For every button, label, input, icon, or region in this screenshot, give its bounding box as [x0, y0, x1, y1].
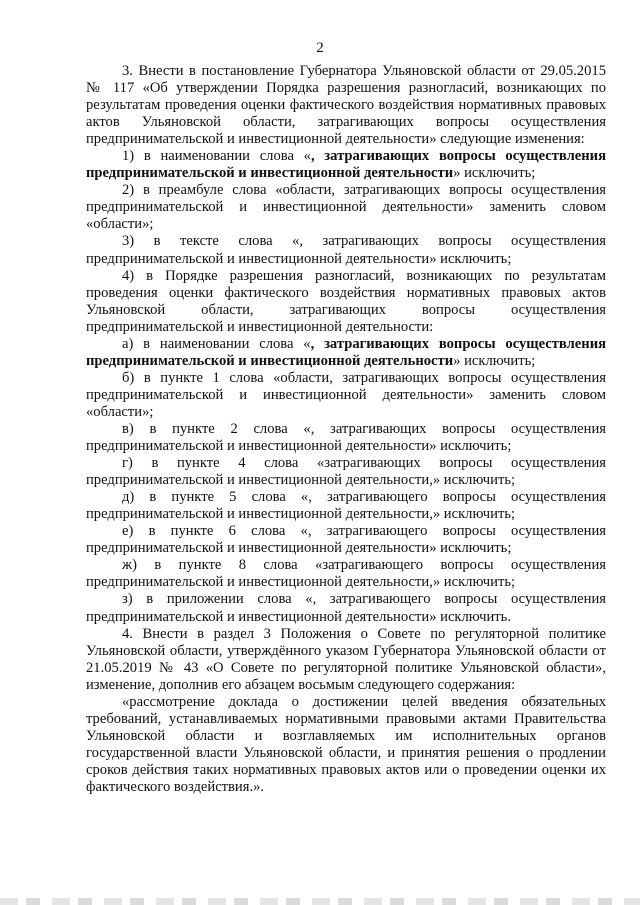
text-run: » исключить; — [453, 352, 536, 369]
text-run: д) в пункте 5 слова «, затрагивающего вопросы осуществления предпринимательской и инвестиционной деятельности,» исключить; — [86, 489, 606, 523]
paragraph-p3-4zh — [86, 557, 606, 591]
paragraph-p3-2 — [86, 182, 606, 233]
paragraph-p3-4b — [86, 370, 606, 421]
text-run: а) в наименовании слова « — [122, 335, 311, 352]
paragraph-p4-quote — [86, 694, 606, 796]
paragraph-p3-3 — [86, 233, 606, 267]
text-run: 2) в преамбуле слова «области, затрагивающих вопросы осуществления предпринимательской и инвестиционной деятельности» заменить словом «области»; — [86, 182, 606, 233]
text-run: в) в пункте 2 слова «, затрагивающих вопросы осуществления предпринимательской и инвестиционной деятельности» исключить; — [86, 420, 606, 455]
paragraph-p3 — [86, 63, 606, 148]
page-number: 2 — [316, 40, 324, 56]
paragraph-p3-4z — [86, 591, 606, 625]
text-run: «рассмотрение доклада о достижении целей введения обязательных требований, устанавливаемых нормативными правовыми актами Правительства Ульяновской области и возглавляемых им исполнительных органов государственной власти Ульяновской области, и принятия решения о продлении сроков действия таких нормативных правовых актов или о проведении оценки их фактического воздействия.». — [86, 693, 606, 795]
text-run: г) в пункте 4 слова «затрагивающих вопросы осуществления предпринимательской и инвестиционной деятельности,» исключить; — [86, 455, 606, 489]
text-run: 4. Внести в раздел 3 Положения о Совете по регуляторной политике Ульяновской области, утверждённого указом Губернатора Ульяновской области от 21.05.2019 № 43 «О Совете по регуляторной политике Ульяновской области», изменение, дополнив его абзацем восьмым следующего содержания: — [86, 625, 606, 693]
text-run: 3. Внести в постановление Губернатора Ульяновской области от 29.05.2015 № 117 «Об утверждении Порядка разрешения разногласий, возникающих по результатам проведения оценки фактического воздействия нормативных правовых актов Ульяновской области, затрагивающих вопросы осуществления предпринимательской и инвестиционной деятельности» следующие изменения: — [86, 63, 606, 148]
paragraph-p3-4d — [86, 489, 606, 523]
paragraph-p4 — [86, 626, 606, 694]
paragraph-p3-4 — [86, 268, 606, 336]
text-run: » исключить; — [453, 165, 536, 182]
paragraph-p3-1 — [86, 148, 606, 182]
bold-text-run: , затрагивающих вопросы осуществления предпринимательской и инвестиционной деятельности — [86, 148, 606, 182]
paragraph-p3-4g — [86, 455, 606, 489]
text-run: 1) в наименовании слова « — [122, 148, 311, 165]
bold-text-run: , затрагивающих вопросы осуществления предпринимательской и инвестиционной деятельности — [86, 335, 606, 369]
text-run: ж) в пункте 8 слова «затрагивающего вопросы осуществления предпринимательской и инвестиционной деятельности,» исключить; — [86, 557, 606, 591]
paragraph-p3-4v — [86, 421, 606, 455]
scan-edge-artifact — [0, 898, 640, 905]
text-run: 4) в Порядке разрешения разногласий, возникающих по результатам проведения оценки фактического воздействия нормативных правовых актов Ульяновской области, затрагивающих вопросы осуществления предпринимательской и инвестиционной деятельности: — [86, 267, 606, 335]
text-run: з) в приложении слова «, затрагивающего вопросы осуществления предпринимательской и инвестиционной деятельности» исключить. — [86, 591, 606, 625]
text-run: б) в пункте 1 слова «области, затрагивающих вопросы осуществления предпринимательской и инвестиционной деятельности» заменить словом «области»; — [86, 369, 606, 420]
paragraph-p3-4e — [86, 523, 606, 557]
text-run: 3) в тексте слова «, затрагивающих вопросы осуществления предпринимательской и инвестиционной деятельности» исключить; — [86, 233, 606, 267]
text-run: е) в пункте 6 слова «, затрагивающего вопросы осуществления предпринимательской и инвестиционной деятельности» исключить; — [86, 523, 606, 557]
paragraph-p3-4a — [86, 336, 606, 370]
document-body — [86, 63, 606, 796]
